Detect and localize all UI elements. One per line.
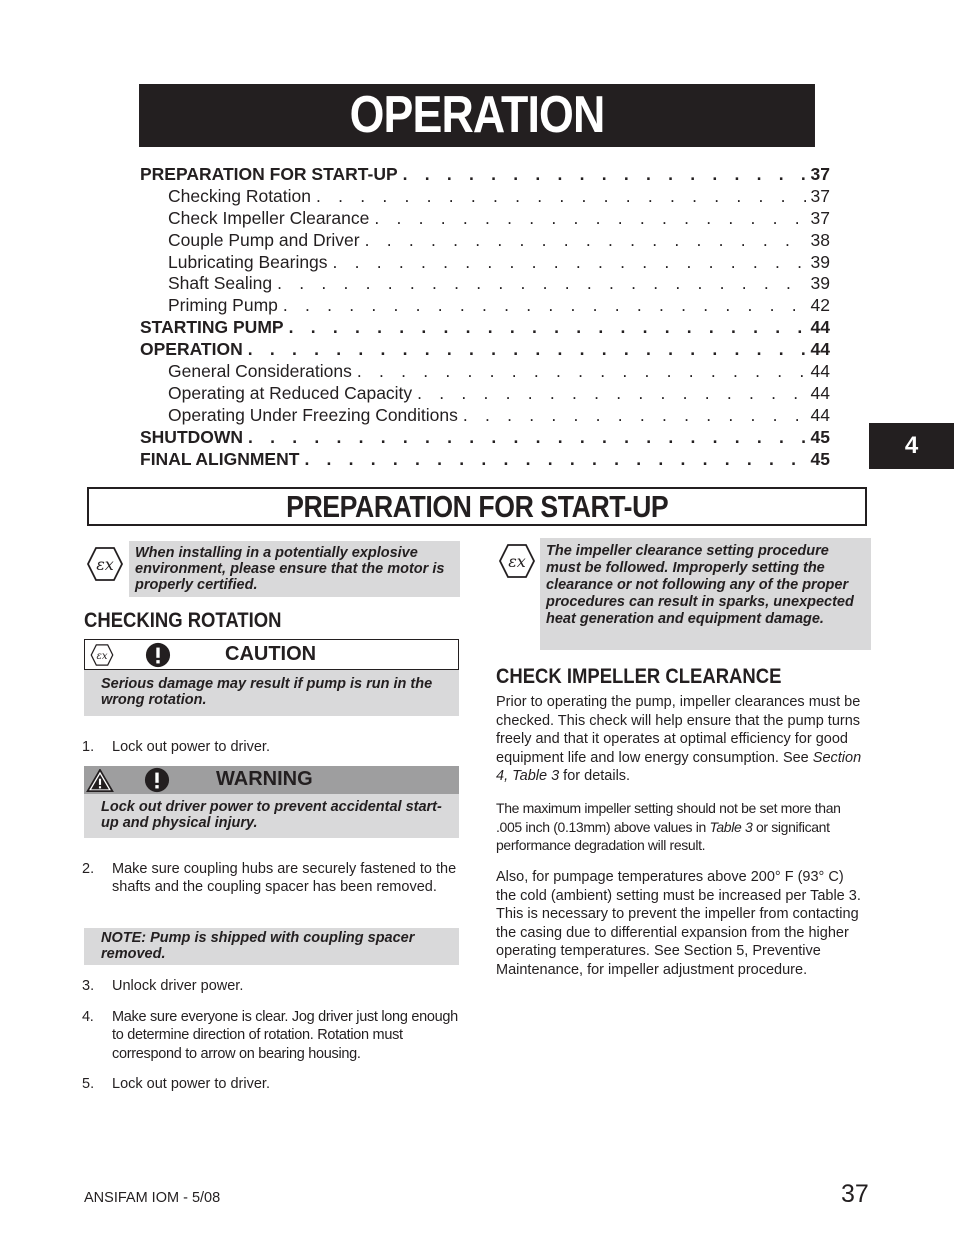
toc-entry-label: General Considerations (168, 361, 352, 382)
toc-entry-page: 39 (810, 273, 830, 294)
toc-entry-label: FINAL ALIGNMENT (140, 448, 300, 469)
list-item (82, 738, 462, 756)
svg-text:εx: εx (96, 650, 108, 662)
checking-rotation-heading: CHECKING ROTATION (84, 609, 282, 632)
toc-entry-label: STARTING PUMP (140, 317, 284, 338)
table-reference: Table 3 (709, 818, 753, 835)
warning-triangle-icon (86, 769, 114, 792)
toc-leader-dots (458, 405, 806, 427)
toc-entry-label: Checking Rotation (168, 185, 311, 206)
warning-header (84, 766, 459, 794)
toc-leader-dots (243, 339, 806, 361)
list-number: 2. (82, 861, 95, 877)
toc-entry-page: 44 (810, 404, 830, 425)
list-number: 5. (82, 1076, 95, 1092)
shipping-note: NOTE: Pump is shipped with coupling spacer removed. (84, 928, 459, 965)
toc-entry (140, 405, 830, 427)
toc-entry (140, 273, 830, 295)
list-text: Unlock driver power. (112, 978, 244, 994)
table-of-contents (140, 164, 830, 470)
caution-header (84, 639, 459, 670)
paragraph-text: The maximum impeller setting should not be set more than .005 inch (0.13mm) above values in (496, 800, 841, 835)
toc-entry-page: 44 (810, 382, 830, 403)
caution-label: CAUTION (225, 643, 317, 665)
toc-leader-dots (272, 273, 806, 295)
toc-entry-page: 44 (810, 361, 830, 382)
toc-entry (140, 230, 830, 252)
toc-entry-page: 45 (810, 426, 830, 447)
toc-entry-page: 37 (810, 164, 830, 184)
toc-entry-label: Check Impeller Clearance (168, 207, 370, 228)
toc-entry-label: Lubricating Bearings (168, 251, 328, 272)
toc-entry (140, 383, 830, 405)
footer-document-id: ANSIFAM IOM - 5/08 (84, 1190, 221, 1206)
toc-entry-label: Couple Pump and Driver (168, 229, 360, 250)
toc-entry (140, 295, 830, 317)
toc-leader-dots (369, 208, 806, 230)
paragraph-text: Prior to operating the pump, impeller clearances must be checked. This check will help ensure that the pump turns freely and that it operates at optimal efficiency for good equipment life and low energy consumption. See (496, 694, 861, 766)
toc-leader-dots (284, 317, 806, 339)
toc-entry (140, 361, 830, 383)
toc-entry-page: 44 (810, 339, 830, 360)
list-text: Lock out power to driver. (112, 1076, 270, 1092)
toc-entry (140, 449, 830, 471)
toc-entry-label: Operating Under Freezing Conditions (168, 404, 458, 425)
exclamation-circle-icon (143, 767, 171, 793)
ex-hexagon-icon (88, 643, 116, 667)
toc-entry (140, 252, 830, 274)
toc-entry-page: 44 (810, 317, 830, 338)
impeller-clearance-note: The impeller clearance setting procedure must be followed. Improperly setting the clearance or not following any of the proper procedures can result in sparks, unexpected heat generation and equipment damage. (540, 538, 871, 650)
list-number: 1. (82, 739, 95, 755)
toc-entry (140, 208, 830, 230)
list-item (82, 977, 462, 995)
list-text: Make sure everyone is clear. Jog driver just long enough to determine direction of rotation. Rotation must correspond to arrow on bearing housing. (112, 1009, 458, 1062)
section-reference: Section 4, Table 3 (496, 749, 862, 784)
toc-entry (140, 427, 830, 449)
toc-leader-dots (328, 252, 806, 274)
list-text: Make sure coupling hubs are securely fastened to the shafts and the coupling spacer has been removed. (112, 861, 457, 896)
toc-leader-dots (398, 164, 806, 186)
toc-entry-page: 37 (810, 207, 830, 228)
toc-leader-dots (352, 361, 806, 383)
toc-leader-dots (311, 186, 806, 208)
toc-entry-label: Priming Pump (168, 295, 278, 316)
toc-entry-page: 45 (810, 448, 830, 469)
toc-entry-label: SHUTDOWN (140, 426, 244, 447)
list-number: 3. (82, 978, 95, 994)
toc-entry (140, 186, 830, 208)
toc-entry-label: PREPARATION FOR START-UP (140, 164, 398, 184)
warning-text: Lock out driver power to prevent accidental start-up and physical injury. (84, 794, 459, 838)
toc-leader-dots (360, 230, 806, 252)
toc-leader-dots (243, 427, 806, 449)
toc-entry-page: 42 (810, 295, 830, 316)
svg-text:εx: εx (96, 555, 114, 574)
list-item (82, 1075, 462, 1093)
toc-entry-label: Shaft Sealing (168, 273, 273, 294)
toc-entry-page: 37 (810, 185, 830, 206)
check-impeller-clearance-heading: CHECK IMPELLER CLEARANCE (496, 665, 782, 688)
page-number: 37 (841, 1180, 869, 1208)
list-text: Lock out power to driver. (112, 739, 270, 755)
toc-leader-dots (412, 383, 806, 405)
section-heading-box (87, 487, 867, 526)
paragraph-text: for details. (559, 768, 631, 784)
toc-entry (140, 339, 830, 361)
toc-entry-page: 38 (810, 229, 830, 250)
paragraph-text: or significant performance degradation will result. (496, 818, 830, 853)
ex-hexagon-icon (498, 542, 536, 580)
toc-leader-dots (299, 449, 806, 471)
section-heading: PREPARATION FOR START-UP (285, 489, 669, 524)
toc-entry-label: Operating at Reduced Capacity (168, 382, 413, 403)
warning-label: WARNING (216, 768, 313, 790)
exclamation-circle-icon (144, 642, 172, 668)
toc-entry (140, 317, 830, 339)
list-item (82, 1008, 462, 1063)
list-number: 4. (82, 1009, 94, 1025)
impeller-paragraph-3: Also, for pumpage temperatures above 200° F (93° C) the cold (ambient) setting must be increased per Table 3. This is necessary to prevent the impeller from contacting the casing due to differential expansion from the higher operating temperatures. See Section 5, Preventive Maintenance, for impeller adjustment procedure. (496, 869, 861, 978)
impeller-paragraph-1 (496, 693, 871, 786)
toc-entry (140, 164, 830, 186)
explosive-environment-note: When installing in a potentially explosive environment, please ensure that the motor is properly certified. (129, 541, 460, 597)
ex-hexagon-icon (86, 545, 124, 583)
toc-entry-label: OPERATION (140, 339, 243, 360)
toc-leader-dots (278, 295, 806, 317)
list-item (82, 860, 462, 897)
svg-text:εx: εx (508, 552, 526, 571)
page-title-banner: OPERATION (139, 84, 815, 147)
toc-entry-page: 39 (810, 251, 830, 272)
chapter-tab: 4 (869, 423, 954, 469)
impeller-paragraph-2 (496, 799, 856, 855)
caution-text: Serious damage may result if pump is run in the wrong rotation. (84, 670, 459, 716)
